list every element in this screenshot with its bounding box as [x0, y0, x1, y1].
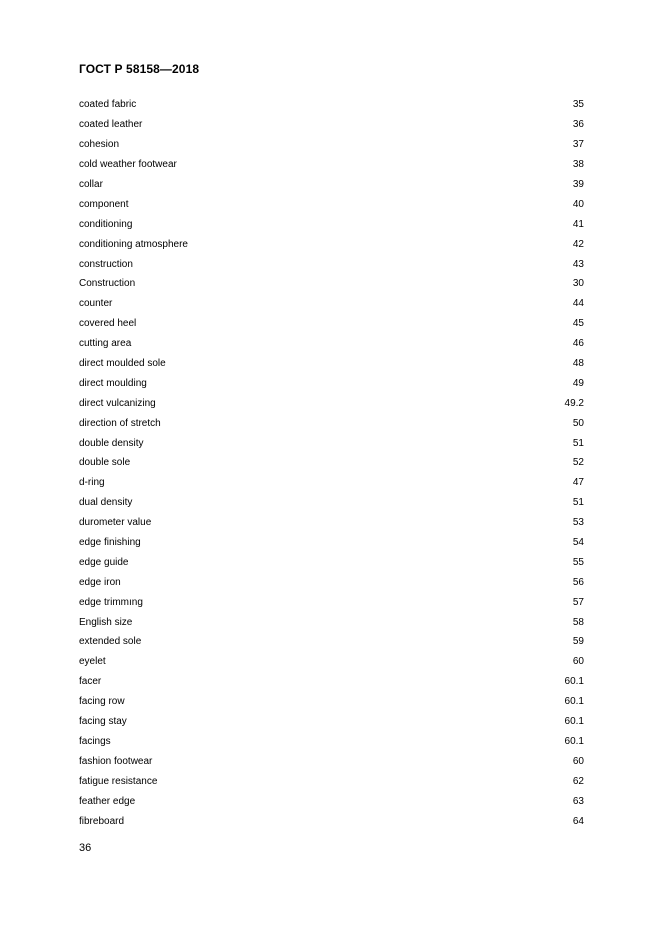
index-reference: 60.1 — [564, 735, 584, 747]
index-term: cutting area — [79, 338, 132, 350]
index-term: fatigue resistance — [79, 775, 158, 787]
index-term: edge trimmıng — [79, 596, 143, 608]
index-term: d-ring — [79, 477, 105, 489]
index-entry — [79, 175, 584, 195]
index-entry — [79, 811, 584, 831]
index-reference: 58 — [572, 616, 584, 628]
index-term: double density — [79, 437, 144, 449]
index-entry — [79, 115, 584, 135]
index-reference: 51 — [572, 437, 584, 449]
index-entry — [79, 254, 584, 274]
index-term: direction of stretch — [79, 417, 161, 429]
index-entry — [79, 433, 584, 453]
index-entry — [79, 552, 584, 572]
index-reference: 60 — [572, 656, 584, 668]
index-reference: 48 — [572, 358, 584, 370]
index-entry — [79, 632, 584, 652]
index-reference: 39 — [572, 179, 584, 190]
index-reference: 44 — [572, 298, 584, 310]
index-term: cold weather footwear — [79, 159, 177, 171]
page-number: 36 — [79, 842, 92, 854]
index-entry — [79, 592, 584, 612]
index-entry — [79, 95, 584, 115]
index-term: English size — [79, 616, 133, 628]
index-term: conditioning atmosphere — [79, 238, 188, 250]
index-reference: 49 — [572, 377, 584, 389]
index-term: covered heel — [79, 318, 137, 330]
index-entry — [79, 533, 584, 553]
index-reference: 60.1 — [564, 676, 584, 688]
index-term: facing stay — [79, 716, 127, 728]
index-term: Construction — [79, 278, 136, 290]
index-term: fibreboard — [79, 815, 125, 827]
index-entry — [79, 354, 584, 374]
index-term: direct vulcanizing — [79, 397, 156, 409]
index-term: direct moulding — [79, 377, 147, 389]
index-entry — [79, 453, 584, 473]
index-reference: 36 — [572, 119, 584, 131]
index-term: edge finishing — [79, 537, 141, 549]
index-entry — [79, 672, 584, 692]
index-reference: 46 — [572, 338, 584, 350]
index-reference: 52 — [572, 457, 584, 469]
index-entry — [79, 393, 584, 413]
index-reference: 60.1 — [564, 696, 584, 708]
index-reference: 54 — [572, 537, 584, 549]
index-reference: 53 — [572, 517, 584, 529]
index-reference: 51 — [572, 497, 584, 509]
index-reference: 30 — [572, 278, 584, 290]
index-entry — [79, 652, 584, 672]
index-term: coated fabric — [79, 99, 137, 111]
index-term: dual density — [79, 497, 133, 509]
index-entry — [79, 413, 584, 433]
index-term: facing row — [79, 696, 125, 708]
index-term: durometer value — [79, 517, 152, 529]
index-entry — [79, 513, 584, 533]
index-reference: 56 — [572, 576, 584, 588]
index-reference: 40 — [572, 198, 584, 210]
index-term: facer — [79, 676, 102, 688]
index-term: eyelet — [79, 656, 106, 668]
index-entry — [79, 373, 584, 393]
index-reference: 50 — [572, 417, 584, 429]
index-entry — [79, 712, 584, 732]
index-reference: 60 — [572, 755, 584, 767]
index-reference: 47 — [572, 477, 584, 489]
index-term: facings — [79, 735, 111, 747]
index-entry — [79, 473, 584, 493]
index-term: cohesion — [79, 139, 120, 151]
index-entry — [79, 732, 584, 752]
index-reference: 37 — [572, 139, 584, 151]
document-header: ГОСТ Р 58158—2018 — [79, 62, 200, 76]
index-entry — [79, 692, 584, 712]
index-entry — [79, 791, 584, 811]
index-reference: 41 — [572, 218, 584, 230]
index-term: edge iron — [79, 576, 121, 588]
index-reference: 43 — [572, 258, 584, 270]
index-entry — [79, 194, 584, 214]
index-reference: 49.2 — [564, 397, 584, 409]
index-term: direct moulded sole — [79, 358, 166, 370]
index-entry — [79, 294, 584, 314]
index-term: double sole — [79, 457, 131, 469]
index-entry — [79, 751, 584, 771]
index-reference: 62 — [572, 775, 584, 787]
index-reference: 59 — [572, 636, 584, 648]
index-reference: 55 — [572, 556, 584, 568]
index-term: collar — [79, 179, 103, 190]
index-reference: 60.1 — [564, 716, 584, 728]
index-entry — [79, 612, 584, 632]
index-reference: 35 — [572, 99, 584, 111]
alphabetical-index — [79, 95, 584, 831]
index-term: edge guide — [79, 556, 129, 568]
index-entry — [79, 234, 584, 254]
index-term: counter — [79, 298, 113, 310]
index-entry — [79, 493, 584, 513]
index-reference: 57 — [572, 596, 584, 608]
index-reference: 42 — [572, 238, 584, 250]
index-term: coated leather — [79, 119, 143, 131]
index-entry — [79, 135, 584, 155]
index-term: fashion footwear — [79, 755, 153, 767]
index-entry — [79, 771, 584, 791]
index-entry — [79, 274, 584, 294]
index-entry — [79, 572, 584, 592]
index-term: feather edge — [79, 795, 136, 807]
index-reference: 63 — [572, 795, 584, 807]
index-reference: 38 — [572, 159, 584, 171]
index-entry — [79, 155, 584, 175]
index-entry — [79, 214, 584, 234]
index-entry — [79, 314, 584, 334]
index-reference: 45 — [572, 318, 584, 330]
index-term: conditioning — [79, 218, 133, 230]
index-term: extended sole — [79, 636, 142, 648]
index-term: construction — [79, 258, 133, 270]
index-reference: 64 — [572, 815, 584, 827]
index-entry — [79, 334, 584, 354]
index-term: component — [79, 198, 129, 210]
